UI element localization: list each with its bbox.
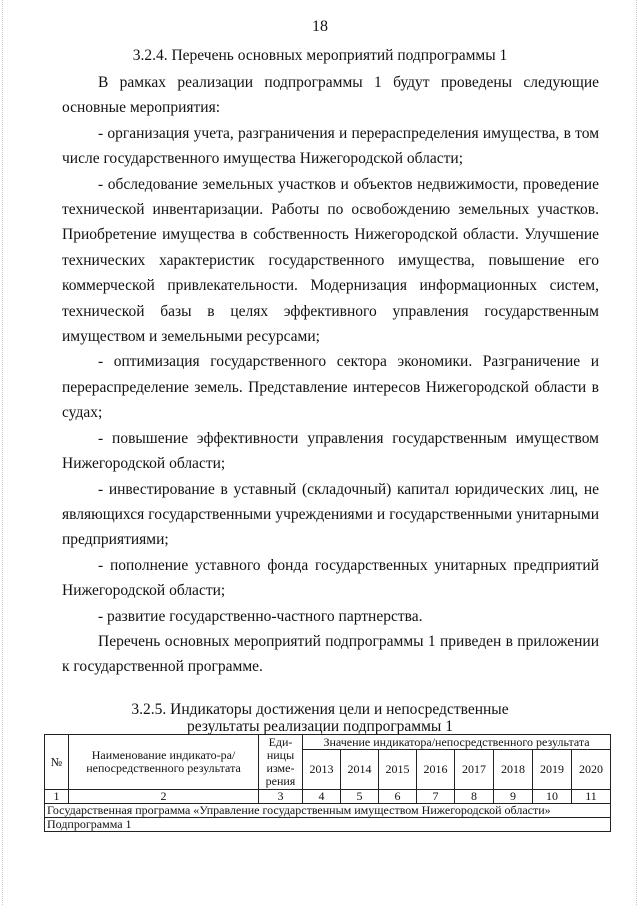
table-row <box>45 804 611 818</box>
year-cell: 2018 <box>494 750 533 790</box>
indicators-table <box>44 734 611 832</box>
program-row: Государственная программа «Управление государственным имуществом Нижегородской области» <box>45 804 611 818</box>
subsection-heading-line1: 3.2.5. Индикаторы достижения цели и непосредственные <box>131 701 509 718</box>
intro-paragraph: В рамках реализации подпрограммы 1 будут проведены следующие основные мероприятия: <box>62 74 599 117</box>
list-item: - повышение эффективности управления государственным имуществом Нижегородской области; <box>62 429 599 473</box>
right-edge-mark <box>636 0 639 905</box>
list-item: - организация учета, разграничения и перераспределения имущества, в том числе государственного имущества Нижегородской области; <box>62 124 599 168</box>
column-number-cell: 8 <box>455 790 494 804</box>
column-number-cell: 2 <box>69 790 259 804</box>
column-number-cell: 9 <box>494 790 533 804</box>
list-item: - развитие государственно-частного партнерства. <box>98 607 423 625</box>
subsection-heading <box>0 701 640 735</box>
header-indicator-name: Наименование индикато-ра/непосредственного результата <box>69 735 259 790</box>
year-cell: 2020 <box>572 750 611 790</box>
column-number-cell: 6 <box>379 790 417 804</box>
table-header-row <box>45 735 611 750</box>
column-number-cell: 7 <box>417 790 455 804</box>
column-number-cell: 5 <box>341 790 379 804</box>
page-number: 18 <box>312 18 328 35</box>
list-item: - инвестирование в уставный (складочный) капитал юридических лиц, не являющихся государственными учреждениями и государственными унитарными предприятиями; <box>62 480 599 549</box>
column-number-cell: 10 <box>533 790 572 804</box>
closing-paragraph: Перечень основных мероприятий подпрограммы 1 приведен в приложении к государственной программе. <box>62 632 599 676</box>
header-unit: Еди-ницы изме-рения <box>259 735 303 790</box>
section-heading: 3.2.4. Перечень основных мероприятий подпрограммы 1 <box>132 47 508 64</box>
year-cell: 2017 <box>455 750 494 790</box>
subsection-heading-line2: результаты реализации подпрограммы 1 <box>187 718 453 735</box>
column-number-cell: 3 <box>259 790 303 804</box>
year-cell: 2019 <box>533 750 572 790</box>
year-cell: 2016 <box>417 750 455 790</box>
year-cell: 2013 <box>303 750 341 790</box>
year-cell: 2014 <box>341 750 379 790</box>
list-item: - пополнение уставного фонда государственных унитарных предприятий Нижегородской области; <box>62 556 599 600</box>
list-item: - обследование земельных участков и объектов недвижимости, проведение технической инвентаризации. Работы по освобождению земельных участков. Приобретение имущества в собственность Нижегородской области. Улучшение технических характеристик государственного имущества, повышение его коммерческой привлекательности. Модернизация информационных систем, технической базы в целях эффективного управления государственным имуществом и земельными ресурсами; <box>62 175 599 346</box>
subprogram-row: Подпрограмма 1 <box>45 818 611 832</box>
section-body <box>62 70 599 680</box>
column-number-cell: 11 <box>572 790 611 804</box>
header-number: № <box>45 735 69 790</box>
left-edge-mark <box>2 0 5 905</box>
year-cell: 2015 <box>379 750 417 790</box>
list-item: - оптимизация государственного сектора экономики. Разграничение и перераспределение земель. Представление интересов Нижегородской области в судах; <box>62 353 599 422</box>
table-row <box>45 818 611 832</box>
column-number-cell: 4 <box>303 790 341 804</box>
column-number-cell: 1 <box>45 790 69 804</box>
header-values: Значение индикатора/непосредственного результата <box>303 735 611 750</box>
table-column-numbers-row <box>45 790 611 804</box>
